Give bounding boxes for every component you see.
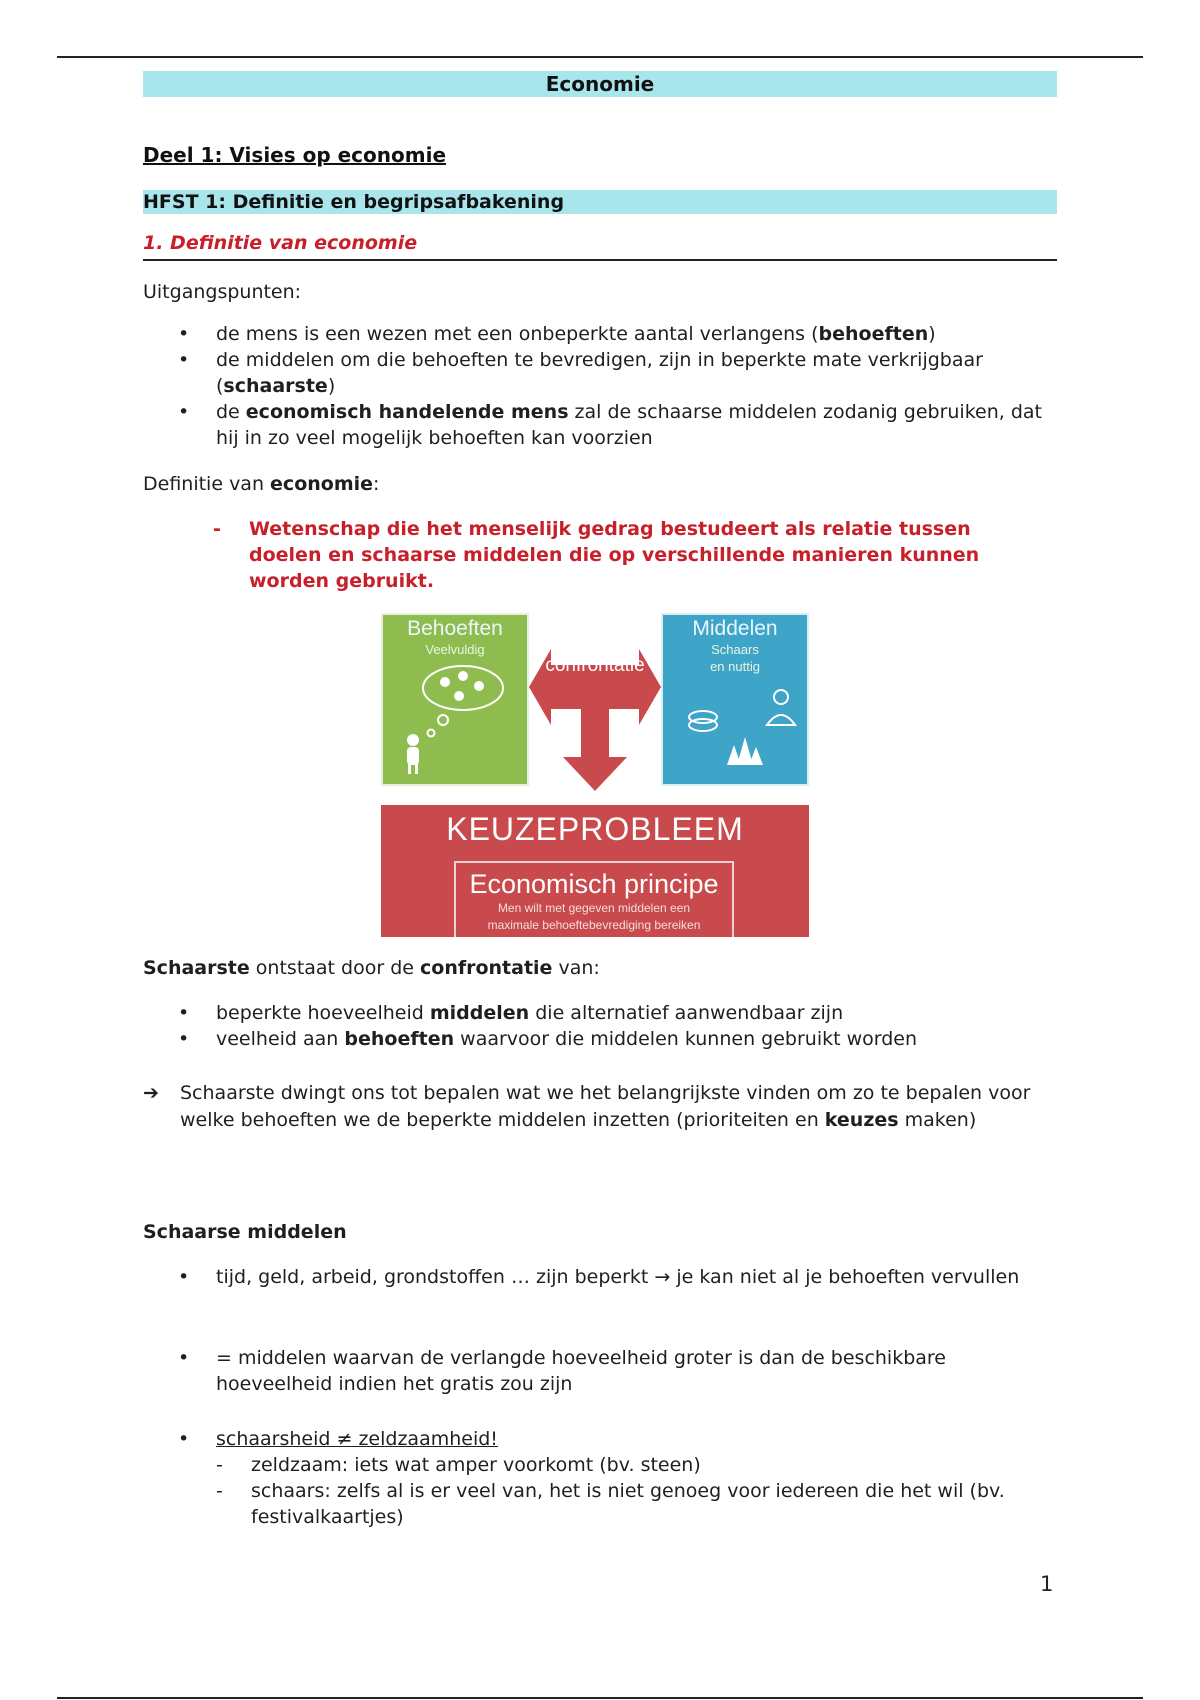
sub-list-item: - schaars: zelfs al is er veel van, het is niet genoeg voor iedereen die het wil (bv. festivalkaartjes) xyxy=(216,1480,1005,1528)
chapter-title: HFST 1: Definitie en begripsafbakening xyxy=(143,190,1057,214)
behoeften-subtitle: Veelvuldig xyxy=(425,642,485,657)
list-item: • schaarsheid ≠ zeldzaamheid! - zeldzaam: iets wat amper voorkomt (bv. steen) - schaars: zelfs al is er veel van, het is niet genoeg voor iedereen die het wil (bv. festivalkaartjes) xyxy=(143,1426,1057,1530)
keuzeprobleem-box xyxy=(381,805,809,937)
schaarste-list xyxy=(143,1000,1057,1052)
section-title: 1. Definitie van economie xyxy=(143,232,1057,261)
uitgangspunten-list xyxy=(143,321,1057,451)
behoeften-box xyxy=(381,613,529,786)
list-item: • tijd, geld, arbeid, grondstoffen … zijn beperkt → je kan niet al je behoeften vervullen xyxy=(178,1266,1020,1288)
middelen-subtitle-1: Schaars xyxy=(711,642,759,657)
sub-list-item: - zeldzaam: iets wat amper voorkomt (bv. steen) xyxy=(216,1454,701,1476)
list-item: • de economisch handelende mens zal de schaarse middelen zodanig gebruiken, dat hij in zo veel mogelijk behoeften kan voorzien xyxy=(178,401,1042,449)
list-item: • de middelen om die behoeften te bevredigen, zijn in beperkte mate verkrijgbaar (schaarste) xyxy=(178,349,983,397)
list-item: • = middelen waarvan de verlangde hoeveelheid groter is dan de beschikbare hoeveelheid indien het gratis zou zijn xyxy=(178,1347,946,1395)
conclusion-paragraph: ➔ Schaarste dwingt ons tot bepalen wat we het belangrijkste vinden om zo te bepalen voor welke behoeften we de beperkte middelen inzetten (prioriteiten en keuzes maken) xyxy=(143,1082,1031,1131)
middelen-title: Middelen xyxy=(692,617,778,640)
part-title: Deel 1: Visies op economie xyxy=(143,143,447,167)
arrow-right-icon: ➔ xyxy=(143,1082,159,1104)
thought-bubble-icon xyxy=(383,658,527,778)
document-title: Economie xyxy=(143,71,1057,97)
schaarse-middelen-list-3 xyxy=(143,1426,1057,1530)
middelen-subtitle-2: en nuttig xyxy=(710,659,760,674)
uitgangspunten-heading: Uitgangspunten: xyxy=(143,281,302,303)
page-number: 1 xyxy=(1040,1572,1054,1596)
economisch-principe-title: Economisch principe xyxy=(469,869,719,899)
resources-icon xyxy=(663,675,807,785)
economisch-principe-line-1: Men wilt met gegeven middelen een xyxy=(497,901,691,915)
economisch-principe-line-2: maximale behoeftebevrediging bereiken xyxy=(487,918,701,932)
behoeften-title: Behoeften xyxy=(407,617,503,640)
header-rule xyxy=(57,56,1143,58)
schaarse-middelen-list-2 xyxy=(143,1345,1057,1397)
schaarse-middelen-list-1 xyxy=(143,1264,1057,1290)
list-item: • de mens is een wezen met een onbeperkte aantal verlangens (behoeften) xyxy=(178,323,936,345)
schaarste-intro: Schaarste ontstaat door de confrontatie van: xyxy=(143,957,600,979)
definitie-heading: Definitie van economie: xyxy=(143,473,380,495)
list-item: • beperkte hoeveelheid middelen die alternatief aanwendbaar zijn xyxy=(178,1002,844,1024)
footer-rule xyxy=(57,1697,1143,1699)
confrontatie-label: confrontatie xyxy=(545,655,645,676)
sub-list xyxy=(216,1452,1057,1530)
keuzeprobleem-diagram xyxy=(381,613,809,937)
economisch-principe-box xyxy=(454,861,734,937)
schaarse-middelen-heading: Schaarse middelen xyxy=(143,1221,347,1243)
keuzeprobleem-title: KEUZEPROBLEEM xyxy=(446,811,744,847)
economie-definition: - Wetenschap die het menselijk gedrag bestudeert als relatie tussen doelen en schaarse middelen die op verschillende manieren kunnen worden gebruikt. xyxy=(213,518,980,592)
middelen-box xyxy=(661,613,809,786)
list-item: • veelheid aan behoeften waarvoor die middelen kunnen gebruikt worden xyxy=(178,1028,918,1050)
